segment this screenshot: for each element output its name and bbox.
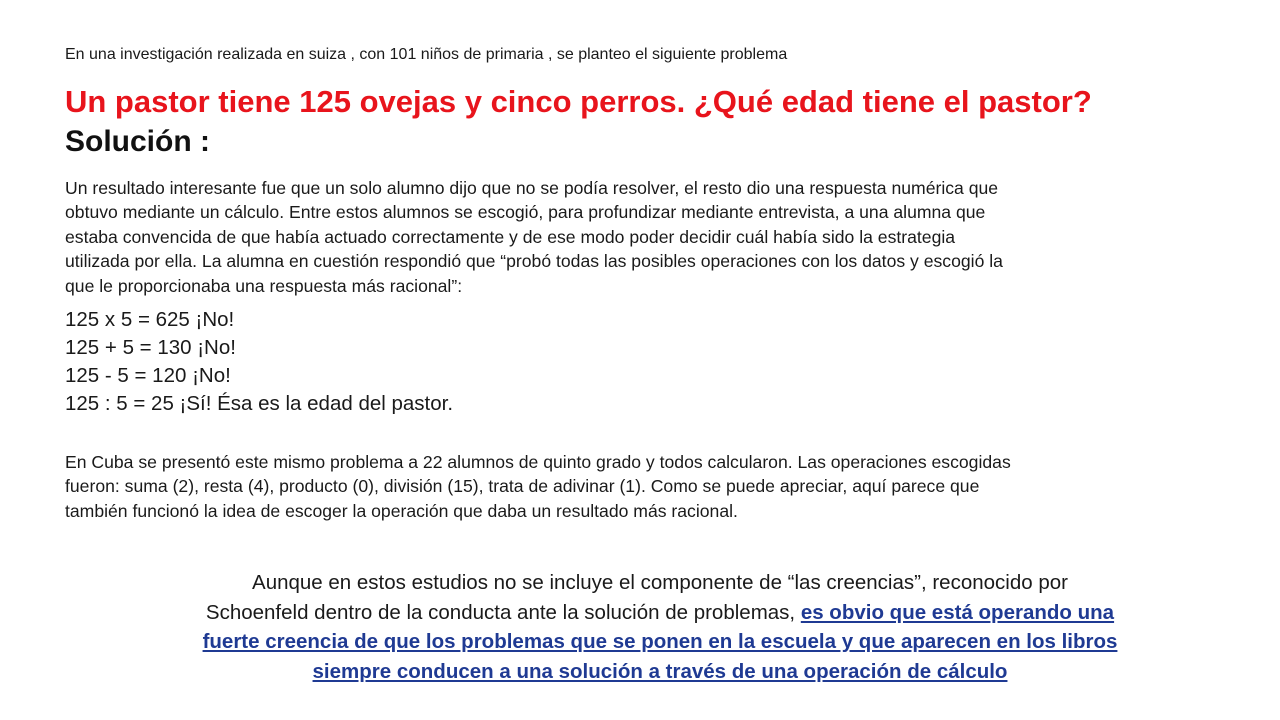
paragraph-line: Un resultado interesante fue que un solo alumno dijo que no se podía resolver, el resto dio una respuesta numérica que [65,178,999,198]
operation-multiply: 125 x 5 = 625 ¡No! [65,308,235,331]
conclusion-link[interactable]: fuerte creencia de que los problemas que se ponen en la escuela y que aparecen en los libros [202,630,1118,654]
solution-heading: Solución : [65,125,210,158]
operation-divide: 125 : 5 = 25 ¡Sí! Ésa es la edad del pastor. [65,392,454,415]
operation-add: 125 + 5 = 130 ¡No! [65,336,236,359]
paragraph-line: estaba convencida de que había actuado correctamente y de ese modo poder decidir cuál había sido la estrategia [65,226,956,247]
intro-text: En una investigación realizada en suiza , con 101 niños de primaria , se planteo el siguiente problema [65,46,788,63]
cuba-line: también funcionó la idea de escoger la operación que daba un resultado más racional. [65,500,738,521]
conclusion-link[interactable]: es obvio que está operando una [800,600,1115,624]
cuba-line: En Cuba se presentó este mismo problema a 22 alumnos de quinto grado y todos calcularon. Las operaciones escogidas [65,452,1011,472]
conclusion-line [60,627,1260,657]
paragraph-line: que le proporcionaba una respuesta más racional”: [65,275,463,296]
paragraph-line: utilizada por ella. La alumna en cuestión respondió que “probó todas las posibles operaciones con los datos y escogió la [65,251,1003,272]
conclusion-paragraph [60,568,1260,686]
conclusion-line: Aunque en estos estudios no se incluye el componente de “las creencias”, reconocido por [252,571,1068,594]
interview-paragraph [65,176,1235,298]
problem-question: Un pastor tiene 125 ovejas y cinco perros. ¿Qué edad tiene el pastor? [65,84,1092,119]
conclusion-text: Schoenfeld dentro de la conducta ante la solución de problemas, [205,600,801,624]
conclusion-line [60,598,1260,628]
cuba-line: fueron: suma (2), resta (4), producto (0), división (15), trata de adivinar (1). Como se puede apreciar, aquí parece que [65,476,980,497]
operation-subtract: 125 - 5 = 120 ¡No! [65,364,231,387]
cuba-paragraph [65,450,1235,523]
paragraph-line: obtuvo mediante un cálculo. Entre estos alumnos se escogió, para profundizar mediante entrevista, a una alumna que [65,202,986,223]
conclusion-link[interactable]: siempre conducen a una solución a través de una operación de cálculo [312,659,1008,683]
operations-list [65,306,453,418]
conclusion-line [60,657,1260,687]
